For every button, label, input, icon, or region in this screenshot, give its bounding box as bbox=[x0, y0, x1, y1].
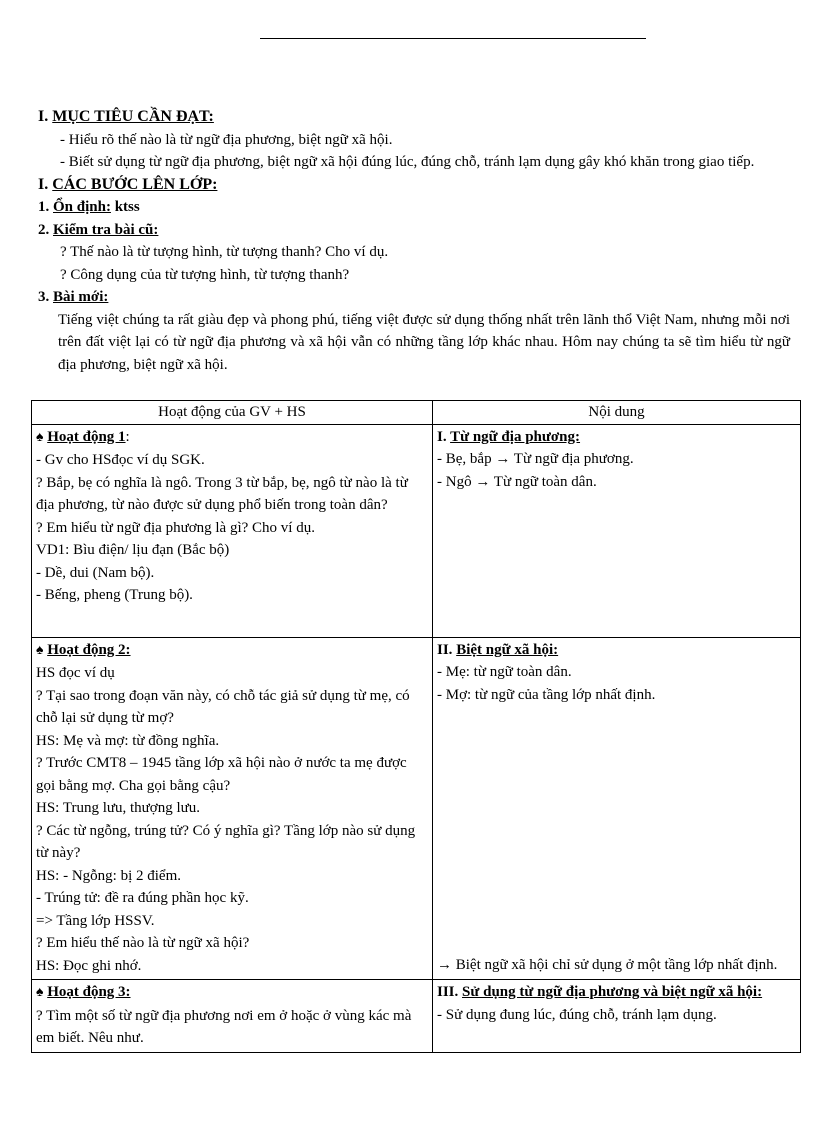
header-rule bbox=[260, 38, 646, 39]
list-item: VD1: Bìu điện/ lịu đạn (Bắc bộ) bbox=[36, 542, 230, 558]
header-content: Nội dung bbox=[433, 401, 801, 425]
new-lesson-paragraph: Tiếng việt chúng ta rất giàu đẹp và phong phú, tiếng việt được sử dụng thống nhất trên lãnh thổ Việt Nam, nhưng mỗi nơi trên đất việt lại có từ ngữ địa phương và xã hội vẫn có những tầng lớp khác nhau. Hôm nay chúng ta sẽ tìm hiểu từ ngữ địa phương, biệt ngữ xã hội. bbox=[58, 311, 790, 373]
step-1-value: ktss bbox=[110, 199, 140, 215]
list-item: HS: - Ngỗng: bị 2 điểm. bbox=[36, 867, 181, 884]
list-item: => Tầng lớp HSSV. bbox=[36, 912, 155, 929]
list-item: - Dề, dui (Nam bộ). bbox=[36, 564, 155, 581]
step-3: 3. Bài mới: bbox=[38, 289, 109, 305]
objective-item-2: - Biết sử dụng từ ngữ địa phương, biệt ngữ xã hội đúng lúc, đúng chỗ, tránh lạm dụng gây khó khăn trong giao tiếp. bbox=[60, 154, 755, 170]
content-1-title: Từ ngữ địa phương: bbox=[450, 428, 581, 445]
objectives-heading-text: MỤC TIÊU CẦN ĐẠT: bbox=[52, 108, 214, 125]
step-1-label: Ổn định: bbox=[53, 199, 111, 215]
list-item: HS đọc ví dụ bbox=[36, 665, 115, 681]
table-row bbox=[32, 637, 801, 980]
list-item: ? Tìm một số từ ngữ địa phương nơi em ở hoặc ở vùng kác mà em biết. Nêu như. bbox=[36, 1007, 412, 1046]
header-activities: Hoạt động của GV + HS bbox=[32, 401, 433, 425]
content-2-conclusion: → Biệt ngữ xã hội chỉ sử dụng ở một tầng lớp nhất định. bbox=[437, 957, 778, 973]
activity-1-title: Hoạt động 1 bbox=[47, 428, 126, 445]
activity-table bbox=[31, 400, 801, 1053]
content-2-cell: II. Biệt ngữ xã hội: - Mẹ: từ ngữ toàn dân. - Mợ: từ ngữ của tầng lớp nhất định. → Biệt ngữ xã hội chỉ sử dụng ở một tầng lớp nhất định. bbox=[433, 637, 801, 980]
content-3-title: Sử dụng từ ngữ địa phương và biệt ngữ xã hội: bbox=[462, 984, 763, 1000]
list-item: ? Em hiểu từ ngữ địa phương là gì? Cho ví dụ. bbox=[36, 519, 315, 536]
steps-heading-text: CÁC BƯỚC LÊN LỚP: bbox=[52, 175, 218, 193]
step-2: 2. Kiểm tra bài cũ: bbox=[38, 221, 159, 238]
content-1-cell: I. Từ ngữ địa phương: - Bẹ, bắp → Từ ngữ địa phương. - Ngô → Từ ngữ toàn dân. bbox=[433, 424, 801, 637]
list-item: - Trúng tử: đề ra đúng phần học kỹ. bbox=[36, 890, 249, 906]
content-2-title: Biệt ngữ xã hội: bbox=[456, 641, 559, 658]
list-item: - Sử dụng đung lúc, đúng chỗ, tránh lạm dụng. bbox=[437, 1006, 717, 1023]
objective-item-1: - Hiểu rõ thế nào là từ ngữ địa phương, biệt ngữ xã hội. bbox=[60, 131, 393, 148]
list-item: - Mợ: từ ngữ của tầng lớp nhất định. bbox=[437, 686, 656, 703]
content-3-cell: III. Sử dụng từ ngữ địa phương và biệt ngữ xã hội: - Sử dụng đung lúc, đúng chỗ, tránh lạm dụng. bbox=[433, 980, 801, 1053]
list-item: HS: Trung lưu, thượng lưu. bbox=[36, 800, 201, 816]
list-item: - Mẹ: từ ngữ toàn dân. bbox=[437, 664, 572, 680]
list-item: - Bếng, pheng (Trung bộ). bbox=[36, 587, 193, 603]
spade-icon: ♠ bbox=[36, 429, 44, 445]
table-row bbox=[32, 424, 801, 637]
list-item: HS: Mẹ và mợ: từ đồng nghĩa. bbox=[36, 732, 220, 749]
step-1: 1. Ổn định: ktss bbox=[38, 199, 140, 215]
review-question-2: ? Công dụng của từ tượng hình, từ tượng thanh? bbox=[60, 266, 350, 283]
steps-heading: I. CÁC BƯỚC LÊN LỚP: bbox=[38, 175, 218, 193]
step-3-label: Bài mới: bbox=[53, 289, 109, 305]
list-item: ? Trước CMT8 – 1945 tầng lớp xã hội nào ở nước ta mẹ được gọi bằng mợ. Cha gọi bằng cậu? bbox=[36, 755, 407, 794]
activity-2-title: Hoạt động 2: bbox=[47, 641, 131, 658]
review-question-1: ? Thế nào là từ tượng hình, từ tượng thanh? Cho ví dụ. bbox=[60, 244, 389, 260]
table-header-row bbox=[32, 401, 801, 425]
list-item: ? Tại sao trong đoạn văn này, có chỗ tác giả sử dụng từ mẹ, có chỗ lại sử dụng từ mợ? bbox=[36, 687, 410, 726]
list-item: HS: Đọc ghi nhớ. bbox=[36, 957, 142, 974]
activity-3-cell bbox=[32, 980, 433, 1053]
list-item: ? Em hiểu thế nào là từ ngữ xã hội? bbox=[36, 935, 250, 951]
spade-icon: ♠ bbox=[36, 642, 44, 658]
activity-2-cell bbox=[32, 637, 433, 980]
intro-section bbox=[38, 106, 790, 376]
step-2-label: Kiểm tra bài cũ: bbox=[53, 221, 159, 238]
activity-3-title: Hoạt động 3: bbox=[47, 984, 131, 1000]
objectives-heading: I. MỤC TIÊU CẦN ĐẠT: bbox=[38, 108, 214, 125]
table-row bbox=[32, 980, 801, 1053]
list-item: - Gv cho HSđọc ví dụ SGK. bbox=[36, 452, 205, 468]
list-item: ? Các từ ngỗng, trúng tử? Có ý nghĩa gì? Tầng lớp nào sử dụng từ này? bbox=[36, 822, 416, 861]
list-item: ? Bắp, bẹ có nghĩa là ngô. Trong 3 từ bắp, bẹ, ngô từ nào là từ địa phương, từ nào được sử dụng phổ biến trong toàn dân? bbox=[36, 474, 408, 513]
list-item: - Ngô → Từ ngữ toàn dân. bbox=[437, 473, 597, 490]
list-item: - Bẹ, bắp → Từ ngữ địa phương. bbox=[437, 451, 634, 467]
spade-icon: ♠ bbox=[36, 985, 44, 1000]
activity-1-cell: ♠ Hoạt động 1: - Gv cho HSđọc ví dụ SGK. ? Bắp, bẹ có nghĩa là ngô. Trong 3 từ bắp, bẹ, ngô từ nào là từ địa phương, từ nào được sử dụng phổ biến trong toàn dân? ? Em hiểu từ ngữ địa phương là gì? Cho ví dụ. VD1: Bìu điện/ lịu đạn (Bắc bộ) - Dề, dui (Nam bộ). - Bếng, pheng (Trung bộ). bbox=[32, 424, 433, 637]
